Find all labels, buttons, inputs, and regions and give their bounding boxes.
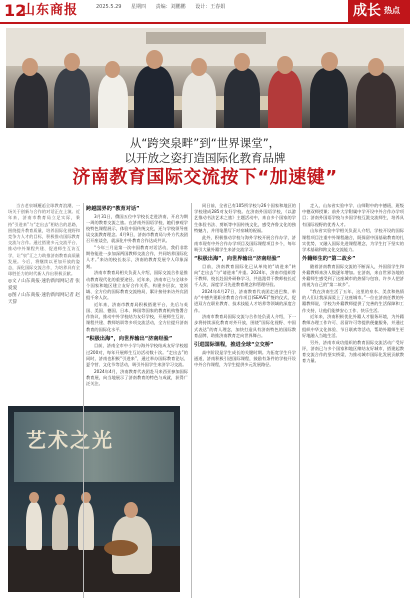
- paragraph: 随着济南教育国际交流的不断深入，外国留学生和外籍教师来济人数逐年增加。在济南，来自世界各地的外籍师生感受到了这座城市的热情与包容，许多人把济南视为自己的“第二故乡”。: [302, 263, 404, 288]
- photo-person-head: [146, 50, 163, 69]
- kicker-line-1: 从“跨突泉畔”到“世界课堂”，: [129, 136, 281, 150]
- issue-day: 星期四: [131, 4, 147, 10]
- photo-performer: [52, 504, 68, 550]
- lead-paragraph: 当古老泉城邂逅全球教育浪潮，一场关于创新与合作的对话正在上演。近年来，济南市教育局立足实际，秉持“引进来”与“走出去”相结合的思路，围绕提升教育质量，培养国际化视野和竞争力人才的目标，积极推动国际教育交流与合作。通过搭建多元交流平台、推动中外课程共建、促进师生互访互学，让“泉”汇之力助推济南教育高质量发展。今后，将继续以更加开放的姿态，深化国际交流合作，为培养具有全球胜任力的时代新人作出积极贡献。: [8, 203, 80, 277]
- kicker-line-2: 以开放之姿打造国际化教育品牌: [124, 151, 286, 165]
- paragraph: 2024年4月27日，济南教育代表团走进巴黎，举办“中德共建职业教育合作项目(SEAVE)”签约仪式，促进双方在职业教育、技术技能人才培养等领域的深度合作。: [194, 288, 296, 313]
- paragraph: 山东省实验中学相关负责人介绍，学校开设的国际课程项目注重中外课程融合，既保留中国基础教育的扎实优势，又融入国际先进课程理念，为学生打下坚实的学术基础和跨文化交流能力。: [302, 228, 404, 252]
- photo-performer-head: [29, 492, 39, 503]
- stage-screen-text: 艺术之光: [26, 428, 114, 452]
- article-column-3: [194, 203, 296, 598]
- lead-column: [8, 203, 80, 401]
- section-subname: 热点: [384, 6, 400, 15]
- subheading: 外籍师生的“第二故乡”: [302, 256, 356, 263]
- photo-performer: [26, 502, 42, 550]
- byline-photographer: ◎图 / 山东商报·速豹新闻网记者 赵天辞: [8, 293, 80, 306]
- section-name: 成长: [353, 3, 381, 19]
- section-tag: [348, 0, 410, 24]
- column-divider: [299, 203, 300, 598]
- paragraph: 此外，积极推动学校与海外学校开展合作办学，济南市现有中外合作办学项目及国际课程项目多个，每年吸引大量外籍学生来济交流学习。: [194, 234, 296, 252]
- designer-credit: 设计：王春娟: [195, 4, 226, 10]
- paragraph: “今年三月是第一次中国教育对话活动，我们非常期待能进一步加深两国教师交流合作，共同培养国际化人才。”来访的校长表示，济南的教育发展令人印象深刻。: [86, 245, 188, 269]
- photo-person-head: [277, 56, 293, 74]
- photo-person: [310, 68, 348, 128]
- paragraph: 近年来，济南积极优化外籍人才服务环境，为外籍教师办理工作许可、居留许可等提供便捷服务，并通过组织中华文化体验、节日联欢等活动，帮助外籍师生更好地融入当地生活。: [302, 314, 404, 338]
- masthead-meta: [96, 4, 233, 11]
- photo-person-head: [321, 52, 338, 71]
- paragraph: 近年来，济南市教育局积极搭建平台，先后与英国、美国、德国、日本、韩国等国家的教育机构签署合作协议，推动中外学校结为友好学校，开展师生互访、课程共建、教师培训等多项交流活动，全方位提升济南教育的国际化水平。: [86, 301, 188, 332]
- paragraph: 3月31日，俄国五位中学校长走进济南，开启为期一周的教育交流之旅。在济南外国语学校，她们参观学校特色课程展示，体验中国传统文化，还与学校领导座谈交流教育理念。4月9日，济南市教育局与外方代表团召开座谈会，就深化中外教育合作达成共识。: [86, 213, 188, 244]
- photo-person: [54, 68, 90, 128]
- paragraph: 另外，济南市成功组织的教育国际交流活动广受好评，济南已与多个国家和地区缔结友好城市，搭建起教育交流合作的坚实桥梁，为推动城市国际化发展贡献教育力量。: [302, 339, 404, 364]
- photo-banner: [146, 32, 266, 44]
- issue-date: 2025.5.29: [96, 4, 122, 10]
- page-number: 12: [4, 1, 27, 20]
- paragraph: 济南市教育局相关负责人介绍，国际交流合作是推动教育现代化的重要途径。近年来，济南市已与全球多个国家和地区建立友好合作关系，构建多层次、宽领域、全方位的国际教育交流格局，累计接待来访外宾团组千余人次。: [86, 270, 188, 301]
- paragraph: 目前，济南教育国际化已从单纯的“请进来”转向“走出去”与“请进来”并重。2024年，济南市组织骨干教师、校长赴国外研修学习，共选派骨干教师校长近千人次，深度学习先进教育理念和管理经验。: [194, 263, 296, 288]
- photo-person-head: [191, 58, 207, 76]
- photo-person: [98, 74, 128, 128]
- paragraph: 高中阶段是学生成长的关键时期。为拓宽学生升学通道，济南积极引进国际课程，鼓励有条件的学校开设中外合作课程，为学生提供多元发展路径。: [194, 349, 296, 367]
- photo-person-head: [234, 53, 250, 71]
- subheading: 引进国际课程，推进全球“立交桥”: [194, 342, 274, 349]
- photo-person: [268, 70, 302, 128]
- column-divider: [191, 203, 192, 598]
- masthead: [0, 0, 410, 24]
- photo-person: [356, 72, 396, 128]
- editor-credit: 责编：刘鹏鹏: [155, 4, 186, 10]
- masthead-rule: [0, 22, 348, 24]
- paragraph: 同日前，全省已有105所学校与26个国家和地区的学校建成285对友好学校。在济南外国语学校，《以游艺推动书法艺术之旅》主题活动中，来自多个国家的学生体验书法、剪纸等中国传统文化，感受齐鲁文化的独特魅力，并用笔墨写下对泉城的祝福。: [194, 203, 296, 233]
- photo-person-head: [368, 58, 384, 76]
- subheading: 跨越国界的“教育对话”: [86, 206, 140, 212]
- photo-performer-head: [55, 494, 65, 505]
- subheading: “积极出海”，向世界输出“济南经验”: [86, 335, 173, 342]
- paragraph: 目前，济南全市中小学与海外学校结成友好学校超过200对，每年开展师生互访活动数十次。“走出去”的同时，济南也积极“引进来”，通过举办国际教育论坛、夏令营、文化节等活动，吸引外国学生来济学习交流。: [86, 343, 188, 367]
- paragraph: 走入，山东省实验中学、山师附中的中德班，班级中德双师授课；前外大学附属中学开设中外合作办学项目；济南外国语学校与多国学校互派交流师生，培养具有国际视野的优秀人才。: [302, 203, 404, 227]
- article-column-2: [86, 203, 188, 598]
- column-divider: [83, 203, 84, 598]
- photo-person: [14, 72, 48, 128]
- photo-person: [224, 68, 260, 128]
- paragraph: 2024年4月，济南教育代表团赴马来西亚参加国际教育展，向当地展示了济南教育的特色与成就，获得广泛关注。: [86, 368, 188, 387]
- paragraph: “我在济南生活了五年，这里的泉水、美食和热情的人们让我深深爱上了这座城市。”一位在济南任教的外籍教师说，学校为外籍教师提供了完善的生活保障和工作支持，让他们能够安心工作、快乐生活。: [302, 288, 404, 313]
- photo-person-head: [22, 58, 38, 76]
- paragraph: 济南市教育局国际交流与合作处负责人介绍，下一步将持续深化教育对外开放，围绕“国际化视野、中国式表达”的育人理念，加快打造具有济南特色的国际教育品牌，助推济南教育走向世界舞台。: [194, 314, 296, 338]
- photo-person: [134, 66, 174, 128]
- photo-person-head: [64, 53, 80, 71]
- newspaper-name: 山东商报: [22, 3, 79, 18]
- photo-person-head: [105, 61, 120, 78]
- byline-writer: ◎文 / 山东商报·速豹新闻网记者 张爱爱: [8, 278, 80, 291]
- lead-photo: [6, 28, 404, 128]
- photo-person: [182, 72, 216, 128]
- article-column-4: [302, 203, 404, 598]
- subheading: “积极出海”，向世界输出“济南经验”: [194, 256, 281, 263]
- main-headline: 济南教育国际交流按下“加速键”: [72, 167, 338, 188]
